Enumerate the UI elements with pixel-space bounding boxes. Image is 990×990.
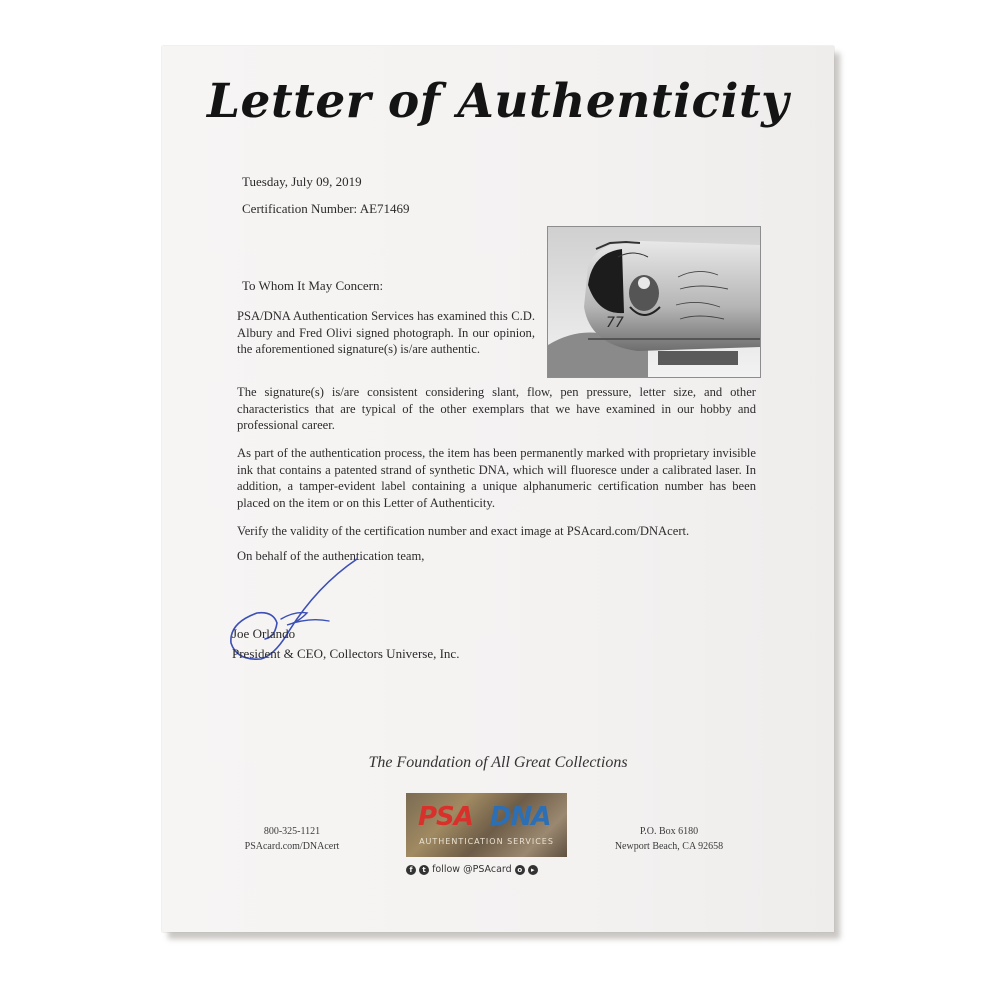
paragraph-process: As part of the authentication process, the item has been permanently marked with proprietary invisible ink that contains a patented strand of synthetic DNA, which will fluoresce under a calibrated laser. In addition, a tamper-evident label containing a unique alphanumeric certification number has been placed on the item or on this Letter of Authenticity. (237, 446, 756, 510)
instagram-icon: o (515, 865, 525, 875)
signed-photograph (547, 226, 761, 378)
footer-po-box: P.O. Box 6180 (639, 826, 699, 837)
letter-title: Letter of Authenticity (207, 74, 789, 129)
paragraph-examination: PSA/DNA Authentication Services has examined this C.D. Albury and Fred Olivi signed photograph. In our opinion, the aforementioned signature(s) is/are authentic. (237, 309, 535, 356)
logo-dna-text: DNA (490, 802, 551, 832)
signer-title: President & CEO, Collectors Universe, Inc. (232, 646, 460, 661)
salutation: To Whom It May Concern: (242, 278, 384, 293)
letter-page (162, 46, 834, 932)
youtube-icon: ▸ (528, 865, 538, 875)
social-handle: follow @PSAcard (432, 864, 512, 875)
footer-contact-right (594, 824, 744, 854)
footer-city: Newport Beach, CA 92658 (614, 841, 724, 852)
twitter-icon: t (419, 865, 429, 875)
footer-phone: 800-325-1121 (263, 826, 321, 837)
paragraph-verify: Verify the validity of the certification number and exact image at PSAcard.com/DNAcert. (237, 524, 690, 538)
footer-contact-left (232, 824, 352, 854)
facebook-icon: f (406, 865, 416, 875)
paragraph-consistency: The signature(s) is/are consistent considering slant, flow, pen pressure, letter size, and other characteristics that are typical of the other exemplars that we have examined in our hobby and professional career. (237, 385, 756, 432)
b29-photo-illustration (548, 227, 760, 377)
footer-tagline: The Foundation of All Great Collections (368, 754, 628, 771)
logo-subtitle: AUTHENTICATION SERVICES (419, 837, 554, 846)
letter-date: Tuesday, July 09, 2019 (242, 174, 362, 189)
psa-dna-logo (406, 793, 567, 857)
nose-number: 77 (606, 315, 624, 331)
footer-website: PSAcard.com/DNAcert (244, 841, 340, 852)
signer-name: Joe Orlando (232, 626, 296, 641)
social-bar (406, 864, 567, 876)
logo-psa-text: PSA (418, 802, 473, 832)
certification-number: Certification Number: AE71469 (242, 201, 410, 216)
closing-line: On behalf of the authentication team, (237, 549, 425, 563)
